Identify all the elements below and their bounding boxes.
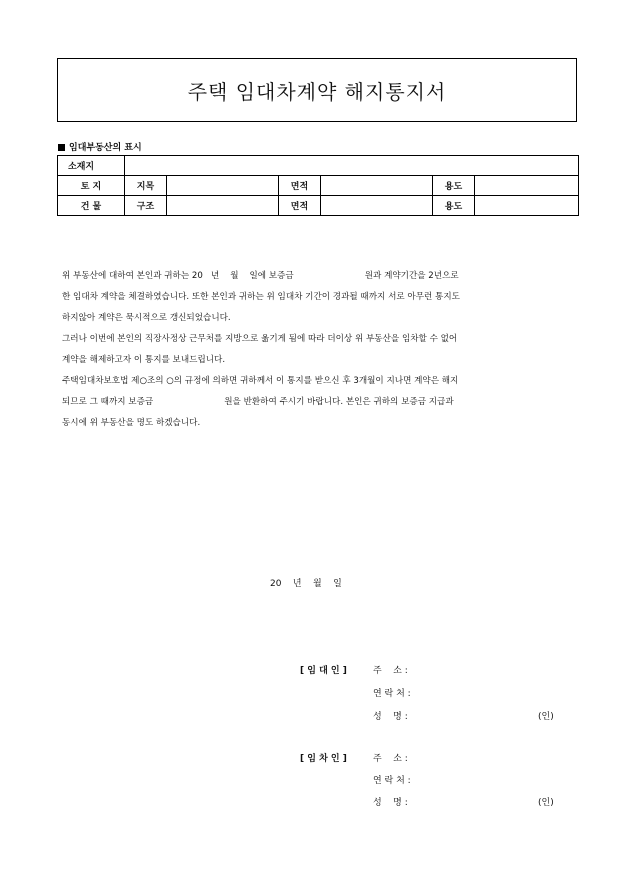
table-row (58, 156, 579, 176)
table-row (58, 176, 579, 196)
body-line: 한 임대차 계약을 체결하였습니다. 또한 본인과 귀하는 위 임대차 기간이 경과될 때까지 서로 아무런 통지도 (62, 292, 460, 302)
body-line: 주택임대차보호법 제○조의 ○의 규정에 의하면 귀하께서 이 통지를 받으신 후 3개월이 지나면 계약은 해지 (62, 376, 459, 386)
property-table (57, 155, 579, 216)
land-area-label-cell: 면적 (279, 176, 321, 196)
land-area-value-cell (321, 176, 433, 196)
building-area-value-cell (321, 196, 433, 216)
land-category-value-cell (167, 176, 279, 196)
table-row (58, 196, 579, 216)
lessee-seal: (인) (538, 798, 554, 808)
building-use-label-cell: 용도 (433, 196, 475, 216)
lessor-contact-label: 연 락 처 : (373, 689, 411, 699)
building-label-cell: 건 물 (58, 196, 125, 216)
location-value-cell (125, 156, 579, 176)
land-category-label-cell: 지목 (125, 176, 167, 196)
body-line: 동시에 위 부동산을 명도 하겠습니다. (62, 418, 201, 428)
body-line: 하지않아 계약은 묵시적으로 갱신되었습니다. (62, 313, 231, 323)
lessee-contact-label: 연 락 처 : (373, 776, 411, 786)
body-line: 그러나 이번에 본인의 직장사정상 근무처를 지방으로 옮기게 됨에 따라 더이상 위 부동산을 임차할 수 없어 (62, 334, 458, 344)
building-use-value-cell (475, 196, 579, 216)
lessor-seal: (인) (538, 712, 554, 722)
date-line: 20 년 월 일 (270, 579, 342, 589)
document-title: 주택 임대차계약 해지통지서 (187, 79, 447, 104)
lessor-name-label: 성 명 : (373, 712, 408, 722)
square-bullet-icon (58, 144, 65, 151)
section-label-text: 임대부동산의 표시 (69, 143, 142, 153)
land-label-cell: 토 지 (58, 176, 125, 196)
notice-body (62, 266, 562, 434)
lessee-label: [ 임 차 인 ] (300, 754, 347, 764)
section-label (58, 140, 142, 153)
lessor-address-label: 주 소 : (373, 666, 408, 676)
body-line: 되므로 그 때까지 보증금 원을 반환하여 주시기 바랍니다. 본인은 귀하의 보증금 지급과 (62, 397, 454, 407)
lessee-address-label: 주 소 : (373, 754, 408, 764)
lessor-label: [ 임 대 인 ] (300, 666, 347, 676)
land-use-label-cell: 용도 (433, 176, 475, 196)
body-line: 계약을 해제하고자 이 통지를 보내드립니다. (62, 355, 226, 365)
land-use-value-cell (475, 176, 579, 196)
building-area-label-cell: 면적 (279, 196, 321, 216)
location-label-cell: 소재지 (58, 156, 125, 176)
building-structure-value-cell (167, 196, 279, 216)
document-title-box (57, 58, 577, 122)
body-line: 위 부동산에 대하여 본인과 귀하는 20 년 월 일에 보증금 원과 계약기간을 2년으로 (62, 271, 459, 281)
lessee-name-label: 성 명 : (373, 798, 408, 808)
building-structure-label-cell: 구조 (125, 196, 167, 216)
